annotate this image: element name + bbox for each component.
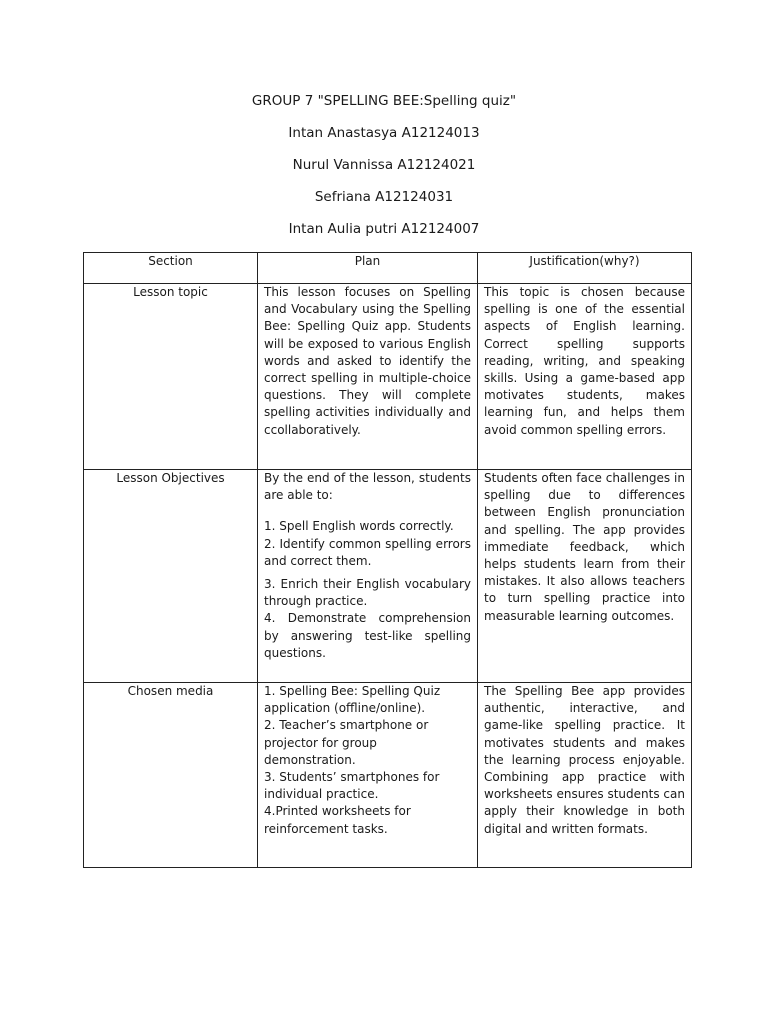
lesson-plan-table (83, 252, 692, 868)
table-row (84, 683, 692, 868)
table-row (84, 284, 692, 470)
section-cell: Chosen media (84, 683, 258, 868)
media-item: 3. Students’ smartphones for individual practice. (264, 770, 440, 802)
objective-item: 4. Demonstrate comprehension by answering test-like spelling questions. (264, 611, 471, 660)
plan-cell (258, 470, 478, 683)
objective-item: 2. Identify common spelling errors and correct them. (264, 536, 471, 568)
author-line: Nurul Vannissa A12124021 (292, 157, 476, 173)
section-cell: Lesson Objectives (84, 470, 258, 683)
column-header-plan: Plan (258, 253, 478, 284)
plan-intro: By the end of the lesson, students are able to: (264, 471, 471, 503)
column-header-section: Section (84, 253, 258, 284)
author-line: Sefriana A12124031 (314, 189, 454, 205)
plan-cell: This lesson focuses on Spelling and Vocabulary using the Spelling Bee: Spelling Quiz app. Students will be exposed to various English words and asked to identify the correct spelling in multiple-choice questions. They will complete spelling activities individually and ccollaboratively. (258, 284, 478, 470)
table-header-row (84, 253, 692, 284)
objective-item: 3. Enrich their English vocabulary through practice. (264, 577, 471, 609)
justification-cell: Students often face challenges in spelling due to differences between English pronunciation and spelling. The app provides immediate feedback, which helps students learn from their mistakes. It also allows teachers to turn spelling practice into measurable learning outcomes. (478, 470, 692, 683)
author-line: Intan Aulia putri A12124007 (288, 221, 480, 237)
table-row (84, 470, 692, 683)
author-line: Intan Anastasya A12124013 (288, 125, 480, 141)
objective-item: 1. Spell English words correctly. (264, 519, 454, 534)
justification-cell: This topic is chosen because spelling is one of the essential aspects of English learning. Correct spelling supports reading, writing, and speaking skills. Using a game-based app motivates students, makes learning fun, and helps them avoid common spelling errors. (478, 284, 692, 470)
media-item: 4.Printed worksheets for reinforcement tasks. (264, 804, 411, 836)
media-item: 2. Teacher’s smartphone or projector for group demonstration. (264, 718, 429, 767)
media-item: 1. Spelling Bee: Spelling Quiz application (offline/online). (264, 684, 441, 716)
justification-cell: The Spelling Bee app provides authentic, interactive, and game-like spelling practice. It motivates students and makes the learning process enjoyable. Combining app practice with worksheets ensures students can apply their knowledge in both digital and written formats. (478, 683, 692, 868)
document-title: GROUP 7 "SPELLING BEE:Spelling quiz" (251, 93, 517, 109)
column-header-justification: Justification(why?) (478, 253, 692, 284)
plan-cell (258, 683, 478, 868)
section-cell: Lesson topic (84, 284, 258, 470)
